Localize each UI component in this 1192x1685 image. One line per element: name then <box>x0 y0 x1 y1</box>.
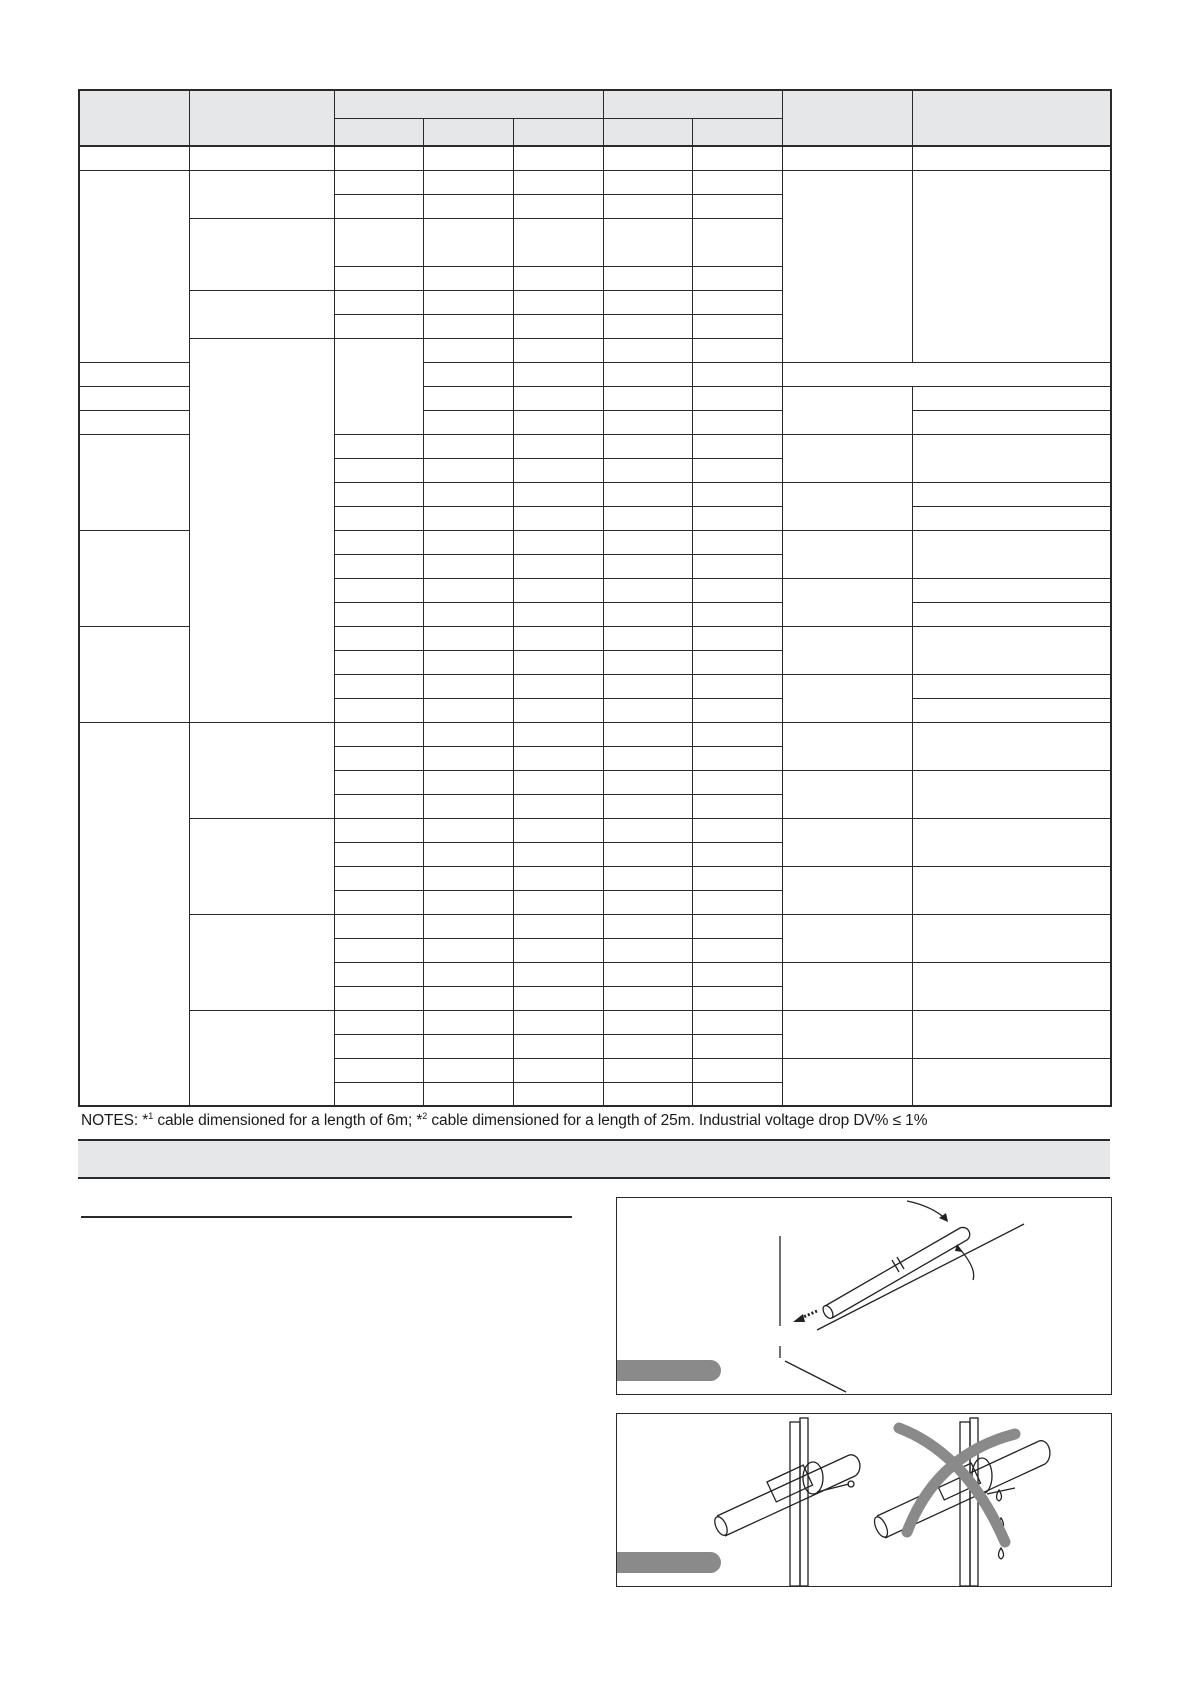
model-cell <box>189 722 334 818</box>
table-cell <box>603 986 692 1010</box>
table-cell <box>692 866 782 890</box>
table-cell <box>513 1082 603 1106</box>
table-cell <box>423 170 513 194</box>
table-cell <box>423 746 513 770</box>
table-cell <box>603 410 692 434</box>
table-cell <box>603 482 692 506</box>
merged-cell <box>912 866 1111 914</box>
table-cell <box>334 506 423 530</box>
table-cell <box>692 1082 782 1106</box>
table-cell <box>513 266 603 290</box>
table-cell <box>423 986 513 1010</box>
header-cell <box>912 90 1111 146</box>
table-cell <box>513 194 603 218</box>
table-cell <box>692 482 782 506</box>
merged-cell <box>782 530 912 578</box>
table-cell <box>334 146 423 170</box>
table-cell <box>513 818 603 842</box>
header-cell <box>782 90 912 146</box>
table-cell <box>513 146 603 170</box>
table-cell <box>692 602 782 626</box>
table-cell <box>423 938 513 962</box>
table-cell <box>334 290 423 314</box>
table-cell <box>603 290 692 314</box>
header-subcell <box>423 118 513 146</box>
table-cell <box>513 1034 603 1058</box>
merged-cell <box>912 770 1111 818</box>
merged-cell <box>912 626 1111 674</box>
table-cell <box>603 698 692 722</box>
table-cell <box>334 482 423 506</box>
table-cell <box>692 674 782 698</box>
merged-cell <box>912 434 1111 482</box>
table-cell <box>334 722 423 746</box>
table-cell <box>334 434 423 458</box>
merged-cell <box>782 770 912 818</box>
table-cell <box>603 938 692 962</box>
table-cell <box>423 146 513 170</box>
group-cell <box>189 338 334 722</box>
table-cell <box>189 146 334 170</box>
table-cell <box>692 1010 782 1034</box>
table-cell <box>692 314 782 338</box>
table-cell <box>513 554 603 578</box>
table-cell <box>603 458 692 482</box>
table-cell <box>603 218 692 266</box>
footnote-mark-2: 2 <box>422 1111 428 1121</box>
table-cell <box>692 530 782 554</box>
table-cell <box>692 362 782 386</box>
table-cell <box>912 386 1111 410</box>
table-cell <box>334 530 423 554</box>
table-cell <box>692 146 782 170</box>
table-cell <box>423 650 513 674</box>
table-cell <box>513 722 603 746</box>
table-cell <box>513 650 603 674</box>
table-cell <box>334 218 423 266</box>
merged-cell <box>782 1058 912 1106</box>
figure-label-tab <box>616 1360 721 1381</box>
table-cell <box>423 866 513 890</box>
merged-cell <box>782 674 912 722</box>
table-cell <box>603 434 692 458</box>
table-cell <box>423 482 513 506</box>
table-cell <box>603 314 692 338</box>
table-cell <box>603 746 692 770</box>
table-cell <box>603 146 692 170</box>
table-cell <box>334 698 423 722</box>
table-cell <box>334 986 423 1010</box>
table-cell <box>513 938 603 962</box>
table-cell <box>423 818 513 842</box>
section-header-bar <box>78 1139 1110 1179</box>
merged-cell <box>912 818 1111 866</box>
specification-table <box>78 89 1112 1107</box>
table-cell <box>423 506 513 530</box>
table-cell <box>513 434 603 458</box>
table-cell <box>603 674 692 698</box>
table-cell <box>603 530 692 554</box>
table-cell <box>513 482 603 506</box>
table-cell <box>334 1010 423 1034</box>
table-cell <box>692 1034 782 1058</box>
table-cell <box>603 194 692 218</box>
table-cell <box>603 266 692 290</box>
table-cell <box>692 962 782 986</box>
table-cell <box>603 914 692 938</box>
table-cell <box>513 602 603 626</box>
table-cell <box>513 962 603 986</box>
table-header <box>79 90 1111 146</box>
table-cell <box>692 842 782 866</box>
table-cell <box>513 170 603 194</box>
merged-cell <box>912 962 1111 1010</box>
table-cell <box>603 1082 692 1106</box>
table-cell <box>334 602 423 626</box>
table-cell <box>912 674 1111 698</box>
table-cell <box>334 842 423 866</box>
model-cell <box>189 914 334 1010</box>
table-cell <box>334 938 423 962</box>
model-cell <box>189 1010 334 1106</box>
table-cell <box>513 626 603 650</box>
table-cell <box>513 314 603 338</box>
table-cell <box>692 194 782 218</box>
table-cell <box>513 338 603 362</box>
header-cell <box>79 90 189 146</box>
figure-label-tab <box>616 1552 721 1573</box>
merged-cell <box>912 1058 1111 1106</box>
table-cell <box>423 962 513 986</box>
table-cell <box>423 266 513 290</box>
table-cell <box>334 794 423 818</box>
table-cell <box>423 362 513 386</box>
model-cell <box>189 170 334 218</box>
table-cell <box>513 218 603 266</box>
table-cell <box>423 290 513 314</box>
table-cell <box>603 386 692 410</box>
table-cell <box>513 386 603 410</box>
table-cell <box>334 914 423 938</box>
table-cell <box>912 578 1111 602</box>
merged-cell <box>912 722 1111 770</box>
merged-cell <box>782 578 912 626</box>
merged-cell <box>912 530 1111 578</box>
table-cell <box>603 362 692 386</box>
table-cell <box>692 410 782 434</box>
table-cell <box>79 146 189 170</box>
table-cell <box>603 554 692 578</box>
table-cell <box>513 770 603 794</box>
table-cell <box>423 194 513 218</box>
model-cell <box>79 626 189 722</box>
table-cell <box>334 890 423 914</box>
table-cell <box>912 506 1111 530</box>
table-cell <box>603 170 692 194</box>
header-subcell <box>603 118 692 146</box>
table-cell <box>423 602 513 626</box>
table-cell <box>513 794 603 818</box>
table-cell <box>334 1058 423 1082</box>
table-cell <box>513 746 603 770</box>
merged-cell <box>782 1010 912 1058</box>
table-cell <box>513 458 603 482</box>
merged-cell <box>782 626 912 674</box>
table-cell <box>692 578 782 602</box>
table-cell <box>423 914 513 938</box>
table-cell <box>603 1058 692 1082</box>
table-cell <box>423 410 513 434</box>
table-cell <box>912 410 1111 434</box>
merged-cell <box>912 170 1111 362</box>
table-cell <box>423 698 513 722</box>
table-cell <box>692 1058 782 1082</box>
table-cell <box>603 626 692 650</box>
table-cell <box>334 962 423 986</box>
header-group-cell <box>334 90 603 118</box>
table-cell <box>912 146 1111 170</box>
table-cell <box>513 530 603 554</box>
table-cell <box>513 1058 603 1082</box>
header-subcell <box>334 118 423 146</box>
table-cell <box>692 170 782 194</box>
table-cell <box>692 458 782 482</box>
table-cell <box>513 506 603 530</box>
table-body <box>79 146 1111 1106</box>
merged-cell <box>782 170 912 362</box>
table-cell <box>692 218 782 266</box>
table-cell <box>603 962 692 986</box>
table-cell <box>603 650 692 674</box>
table-cell <box>692 266 782 290</box>
table-cell <box>334 458 423 482</box>
table-cell <box>423 1058 513 1082</box>
table-cell <box>603 338 692 362</box>
table-cell <box>513 362 603 386</box>
notes-prefix: NOTES: * <box>81 1112 149 1130</box>
table-cell <box>513 1010 603 1034</box>
table-cell <box>603 818 692 842</box>
table-cell <box>603 722 692 746</box>
subsection-heading-rule <box>81 1216 572 1218</box>
table-cell <box>334 578 423 602</box>
table-cell <box>334 626 423 650</box>
merged-cell <box>912 914 1111 962</box>
table-cell <box>513 866 603 890</box>
table-cell <box>423 434 513 458</box>
model-cell <box>334 338 423 434</box>
table-cell <box>603 794 692 818</box>
table-row <box>79 170 1111 194</box>
table-cell <box>603 866 692 890</box>
table-cell <box>692 770 782 794</box>
table-cell <box>513 410 603 434</box>
table-cell <box>513 914 603 938</box>
footnote-mark-1: 1 <box>148 1111 154 1121</box>
table-cell <box>692 986 782 1010</box>
model-cell <box>79 530 189 626</box>
table-cell <box>423 554 513 578</box>
table-row <box>79 818 1111 842</box>
table-cell <box>513 698 603 722</box>
merged-cell <box>782 866 912 914</box>
table-cell <box>692 554 782 578</box>
table-cell <box>692 890 782 914</box>
table-cell <box>423 530 513 554</box>
figure-cable-bending <box>616 1197 1112 1395</box>
table-cell <box>423 1010 513 1034</box>
table-cell <box>513 890 603 914</box>
merged-cell <box>782 722 912 770</box>
table-cell <box>692 698 782 722</box>
model-cell <box>79 434 189 530</box>
table-cell <box>692 386 782 410</box>
table-cell <box>79 410 189 434</box>
table-cell <box>334 1034 423 1058</box>
table-row <box>79 1010 1111 1034</box>
table-cell <box>603 1010 692 1034</box>
table-cell <box>79 362 189 386</box>
table-cell <box>603 842 692 866</box>
notes-text-2: cable dimensioned for a length of 25m. Industrial voltage drop DV% ≤ 1% <box>427 1112 928 1130</box>
table-cell <box>334 170 423 194</box>
figure-cable-clamp <box>616 1413 1112 1587</box>
header-subcell <box>513 118 603 146</box>
table-cell <box>423 578 513 602</box>
table-cell <box>603 1034 692 1058</box>
merged-cell <box>782 914 912 962</box>
table-cell <box>692 626 782 650</box>
merged-cell <box>782 818 912 866</box>
table-cell <box>603 602 692 626</box>
table-cell <box>423 314 513 338</box>
table-cell <box>692 338 782 362</box>
table-cell <box>692 818 782 842</box>
model-cell <box>189 290 334 338</box>
table-cell <box>603 506 692 530</box>
merged-cell <box>782 962 912 1010</box>
table-cell <box>692 938 782 962</box>
table-cell <box>912 482 1111 506</box>
header-cell <box>189 90 334 146</box>
table-cell <box>692 650 782 674</box>
table-cell <box>334 674 423 698</box>
table-notes <box>81 1111 927 1130</box>
table-cell <box>513 842 603 866</box>
table-cell <box>513 290 603 314</box>
table-cell <box>423 722 513 746</box>
table-cell <box>334 554 423 578</box>
group-cell <box>79 170 189 362</box>
table-cell <box>423 626 513 650</box>
table-cell <box>423 218 513 266</box>
merged-cell <box>782 386 912 434</box>
table-cell <box>423 890 513 914</box>
table-cell <box>423 794 513 818</box>
table-cell <box>692 434 782 458</box>
header-group-cell <box>603 90 782 118</box>
table-cell <box>334 866 423 890</box>
table-cell <box>912 602 1111 626</box>
table-cell <box>692 746 782 770</box>
notes-text-1: cable dimensioned for a length of 6m; * <box>153 1112 423 1130</box>
table-cell <box>692 914 782 938</box>
table-cell <box>334 770 423 794</box>
table-cell <box>513 986 603 1010</box>
table-row <box>79 914 1111 938</box>
table-cell <box>782 146 912 170</box>
merged-cell <box>782 434 912 482</box>
model-cell <box>189 218 334 290</box>
table-cell <box>334 650 423 674</box>
table-cell <box>692 794 782 818</box>
table-cell <box>692 290 782 314</box>
table-cell <box>334 314 423 338</box>
table-cell <box>423 842 513 866</box>
table-cell <box>513 674 603 698</box>
table-cell <box>79 386 189 410</box>
table-cell <box>423 770 513 794</box>
merged-cell <box>782 482 912 530</box>
table-row <box>79 146 1111 170</box>
model-cell <box>189 818 334 914</box>
table-cell <box>334 1082 423 1106</box>
table-row <box>79 722 1111 746</box>
table-cell <box>423 1034 513 1058</box>
merged-cell <box>912 1010 1111 1058</box>
header-subcell <box>692 118 782 146</box>
table-cell <box>334 194 423 218</box>
table-cell <box>603 770 692 794</box>
table-cell <box>692 506 782 530</box>
table-cell <box>603 578 692 602</box>
table-cell <box>603 890 692 914</box>
table-cell <box>334 746 423 770</box>
table-cell <box>513 578 603 602</box>
table-cell <box>423 386 513 410</box>
table-cell <box>423 338 513 362</box>
group-cell <box>79 722 189 1106</box>
table-cell <box>334 818 423 842</box>
table-cell <box>423 458 513 482</box>
table-cell <box>423 1082 513 1106</box>
table-cell <box>334 266 423 290</box>
table-cell <box>912 698 1111 722</box>
table-cell <box>692 722 782 746</box>
table-cell <box>423 674 513 698</box>
